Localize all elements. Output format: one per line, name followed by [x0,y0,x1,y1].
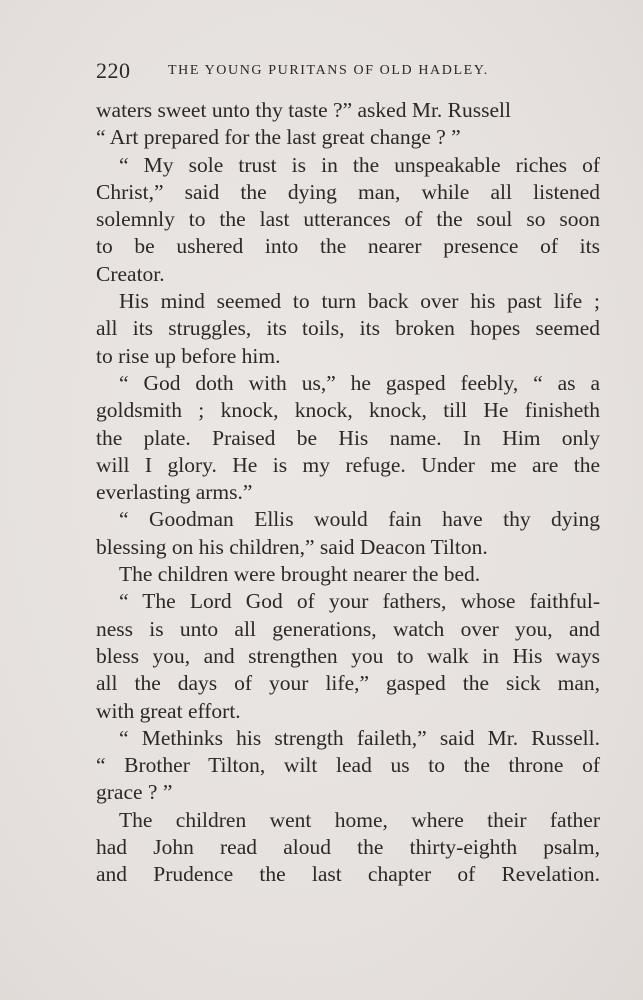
page-header [96,58,532,88]
text-line: bless you, and strengthen you to walk in His ways [96,643,600,668]
text-line: “ Goodman Ellis would fain have thy dying [119,507,600,532]
text-line: solemnly to the last utterances of the soul so soon [96,207,600,232]
text-line: and Prudence the last chapter of Revelation. [96,862,600,887]
text-line: “ The Lord God of your fathers, whose faithful- [119,589,600,614]
text-line: goldsmith ; knock, knock, knock, till He finisheth [96,398,600,423]
page-number: 220 [96,58,131,83]
text-line: blessing on his children,” said Deacon Tilton. [96,534,488,559]
text-line: all its struggles, its toils, its broken hopes seemed [96,316,600,341]
text-line: will I glory. He is my refuge. Under me are the [96,452,600,477]
text-line: The children were brought nearer the bed. [119,562,481,587]
text-line: “ God doth with us,” he gasped feebly, “ as a [119,370,600,395]
text-line: everlasting arms.” [96,480,253,505]
text-line: the plate. Praised be His name. In Him only [96,425,600,450]
running-head: THE YOUNG PURITANS OF OLD HADLEY. [168,63,489,78]
text-line: all the days of your life,” gasped the sick man, [96,671,600,696]
text-line: to be ushered into the nearer presence of its [96,234,600,259]
text-line: to rise up before him. [96,343,281,368]
text-line: grace ? ” [96,780,173,805]
text-line: The children went home, where their father [119,807,600,832]
text-line: “ Methinks his strength faileth,” said Mr. Russell. [119,725,600,750]
text-line: His mind seemed to turn back over his past life ; [119,289,600,314]
text-line: had John read aloud the thirty-eighth psalm, [96,835,600,860]
text-line: waters sweet unto thy taste ?” asked Mr. Russell [96,98,511,122]
text-line: “ Art prepared for the last great change ? ” [96,125,461,150]
text-line: “ My sole trust is in the unspeakable riches of [119,152,600,177]
text-line: ness is unto all generations, watch over you, and [96,616,600,641]
body-text [96,97,600,889]
text-line: Christ,” said the dying man, while all listened [96,179,600,204]
text-line: Creator. [96,261,165,286]
text-line: “ Brother Tilton, wilt lead us to the throne of [96,753,600,778]
text-line: with great effort. [96,698,241,723]
